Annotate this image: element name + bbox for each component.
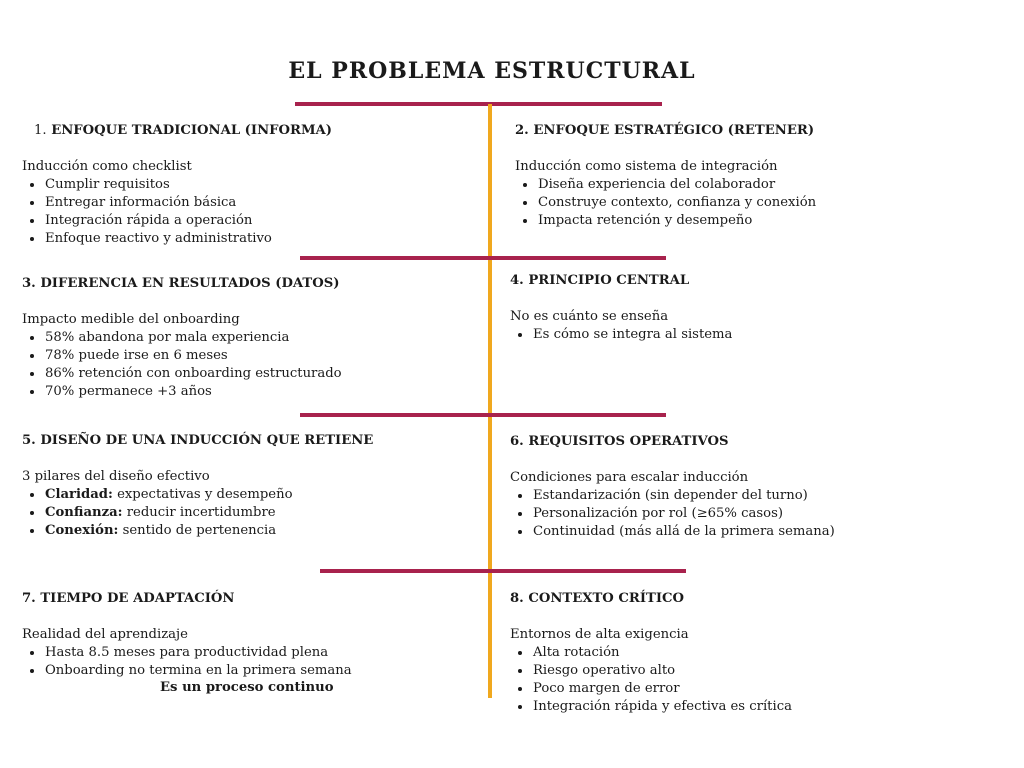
section-intro: No es cuánto se enseña <box>510 309 669 324</box>
section-intro: 3 pilares del diseño efectivo <box>22 469 210 484</box>
list-item: Hasta 8.5 meses para productividad plena <box>45 644 352 662</box>
pillar-desc: expectativas y desempeño <box>112 487 293 502</box>
section-heading: 7. TIEMPO DE ADAPTACIÓN <box>22 591 235 606</box>
section-intro: Inducción como checklist <box>22 159 192 174</box>
section-heading: 3. DIFERENCIA EN RESULTADOS (DATOS) <box>22 276 340 291</box>
section-diseno-induccion <box>22 432 373 540</box>
pillar-term: Claridad: <box>45 487 113 502</box>
section-enfoque-estrategico <box>515 122 816 230</box>
list-item: Cumplir requisitos <box>45 176 332 194</box>
bullet-list <box>22 329 342 401</box>
list-item: 78% puede irse en 6 meses <box>45 347 342 365</box>
divider-row-1 <box>300 256 666 260</box>
list-item: Riesgo operativo alto <box>533 662 792 680</box>
section-contexto-critico <box>510 590 792 716</box>
section-intro: Inducción como sistema de integración <box>515 159 778 174</box>
list-item: Es cómo se integra al sistema <box>533 327 733 342</box>
section-intro: Impacto medible del onboarding <box>22 312 240 327</box>
list-item: Entregar información básica <box>45 194 332 212</box>
bullet-list <box>22 644 352 680</box>
list-item: Onboarding no termina en la primera semana <box>45 663 352 678</box>
bullet-list <box>22 486 373 540</box>
section-diferencia-resultados <box>22 275 342 401</box>
pillar-desc: sentido de pertenencia <box>118 523 277 538</box>
list-item: 70% permanece +3 años <box>45 383 342 401</box>
list-item: Estandarización (sin depender del turno) <box>533 487 835 505</box>
bullet-list <box>22 176 332 248</box>
section-heading: 6. REQUISITOS OPERATIVOS <box>510 434 729 449</box>
closing-statement: Es un proceso continuo <box>160 680 334 695</box>
pillar-desc: reducir incertidumbre <box>122 505 276 520</box>
list-item: 58% abandona por mala experiencia <box>45 329 342 347</box>
section-heading: 4. PRINCIPIO CENTRAL <box>510 273 690 288</box>
page-title: EL PROBLEMA ESTRUCTURAL <box>288 58 696 84</box>
section-requisitos-operativos <box>510 433 835 541</box>
list-item: Impacta retención y desempeño <box>538 212 816 230</box>
list-item: Continuidad (más allá de la primera semana) <box>533 524 835 539</box>
list-item: Poco margen de error <box>533 680 792 698</box>
bullet-list <box>510 644 792 716</box>
list-item: Integración rápida y efectiva es crítica <box>533 699 792 714</box>
section-enfoque-tradicional <box>22 122 332 248</box>
section-heading-text: ENFOQUE TRADICIONAL (INFORMA) <box>51 123 333 138</box>
section-heading: 2. ENFOQUE ESTRATÉGICO (RETENER) <box>515 123 815 138</box>
section-heading: 5. DISEÑO DE UNA INDUCCIÓN QUE RETIENE <box>22 433 374 448</box>
list-item: Alta rotación <box>533 644 792 662</box>
list-item: Integración rápida a operación <box>45 212 332 230</box>
pillar-term: Confianza: <box>45 505 123 520</box>
list-item <box>45 522 373 540</box>
section-intro: Condiciones para escalar inducción <box>510 470 749 485</box>
bullet-list <box>510 326 732 344</box>
divider-top <box>295 102 662 106</box>
list-item: Construye contexto, confianza y conexión <box>538 195 817 210</box>
section-intro: Realidad del aprendizaje <box>22 627 188 642</box>
bullet-list <box>515 176 816 230</box>
section-tiempo-adaptacion <box>22 590 352 680</box>
section-heading <box>22 122 332 140</box>
list-item: Enfoque reactivo y administrativo <box>45 230 332 248</box>
list-item <box>45 504 373 522</box>
section-principio-central <box>510 272 732 344</box>
divider-vertical <box>488 104 492 698</box>
list-item: Personalización por rol (≥65% casos) <box>533 505 835 523</box>
section-number: 1. <box>34 123 47 138</box>
bullet-list <box>510 487 835 541</box>
section-intro: Entornos de alta exigencia <box>510 627 689 642</box>
section-heading: 8. CONTEXTO CRÍTICO <box>510 591 684 606</box>
divider-row-2 <box>300 413 666 417</box>
divider-row-3 <box>320 569 686 573</box>
list-item: Diseña experiencia del colaborador <box>538 176 816 194</box>
list-item <box>45 486 373 504</box>
list-item: 86% retención con onboarding estructurado <box>45 366 342 381</box>
pillar-term: Conexión: <box>45 523 119 538</box>
